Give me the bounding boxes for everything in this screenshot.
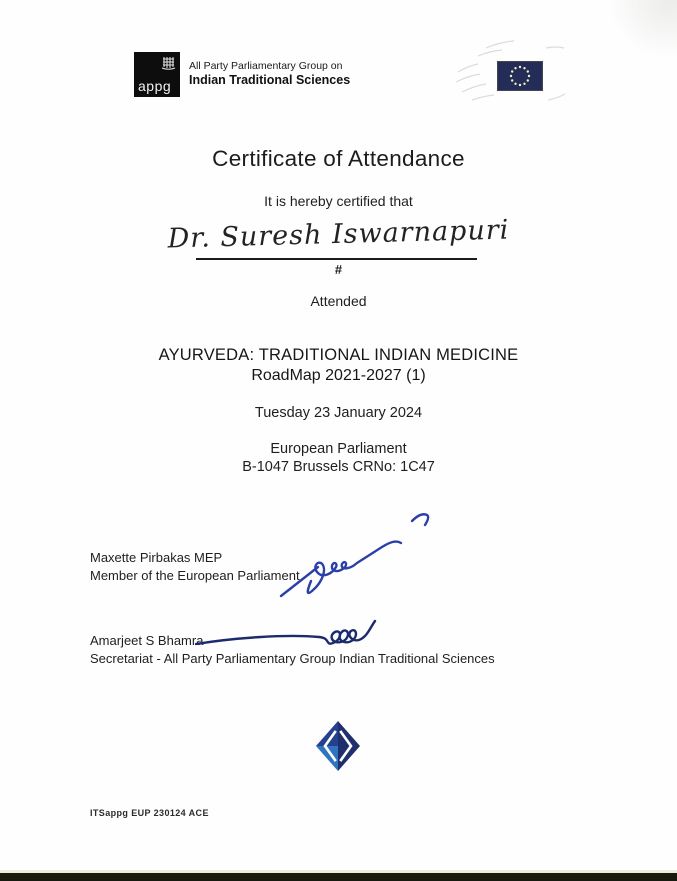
appg-title-line1: All Party Parliamentary Group on [189, 60, 343, 73]
appg-title-line2: Indian Traditional Sciences [189, 73, 351, 88]
handwritten-signature-icon-pirbakas [278, 505, 443, 600]
hash-mark: # [334, 262, 343, 277]
certified-text: It is hereby certified that [264, 193, 413, 209]
event-title-line1: AYURVEDA: TRADITIONAL INDIAN MEDICINE [158, 346, 519, 364]
reference-code: ITSappg EUP 230124 ACE [90, 808, 209, 818]
event-title-line2: RoadMap 2021-2027 (1) [251, 367, 426, 384]
appg-logo [134, 52, 350, 97]
appg-title [189, 60, 350, 89]
scan-smudge [607, 0, 677, 60]
signatory-1-role: Member of the European Parliament [90, 568, 300, 583]
signatory-1 [90, 549, 300, 585]
event-date: Tuesday 23 January 2024 [254, 405, 423, 421]
signatory-2-name: Amarjeet S Bhamra [90, 633, 204, 648]
portcullis-icon [161, 56, 176, 76]
appg-acronym: appg [138, 78, 172, 94]
its-diamond-logo-icon [314, 719, 362, 778]
eu-flag-block [452, 38, 567, 108]
venue-line2: B-1047 Brussels CRNo: 1C47 [242, 459, 435, 475]
attended-label: Attended [310, 293, 367, 309]
venue-line1: European Parliament [270, 441, 407, 457]
signatory-2-role: Secretariat - All Party Parliamentary Group Indian Traditional Sciences [90, 651, 495, 666]
certificate-title: Certificate of Attendance [212, 146, 465, 171]
signatory-1-name: Maxette Pirbakas MEP [90, 550, 223, 565]
eu-flag-icon [497, 61, 543, 91]
scan-edge-dark [0, 873, 677, 881]
name-underline [196, 258, 477, 260]
appg-logo-square [134, 52, 180, 97]
handwritten-signature-icon-bhamra [193, 614, 388, 664]
attendee-name-handwritten: Dr. Suresh Iswarnapuri [167, 214, 510, 255]
